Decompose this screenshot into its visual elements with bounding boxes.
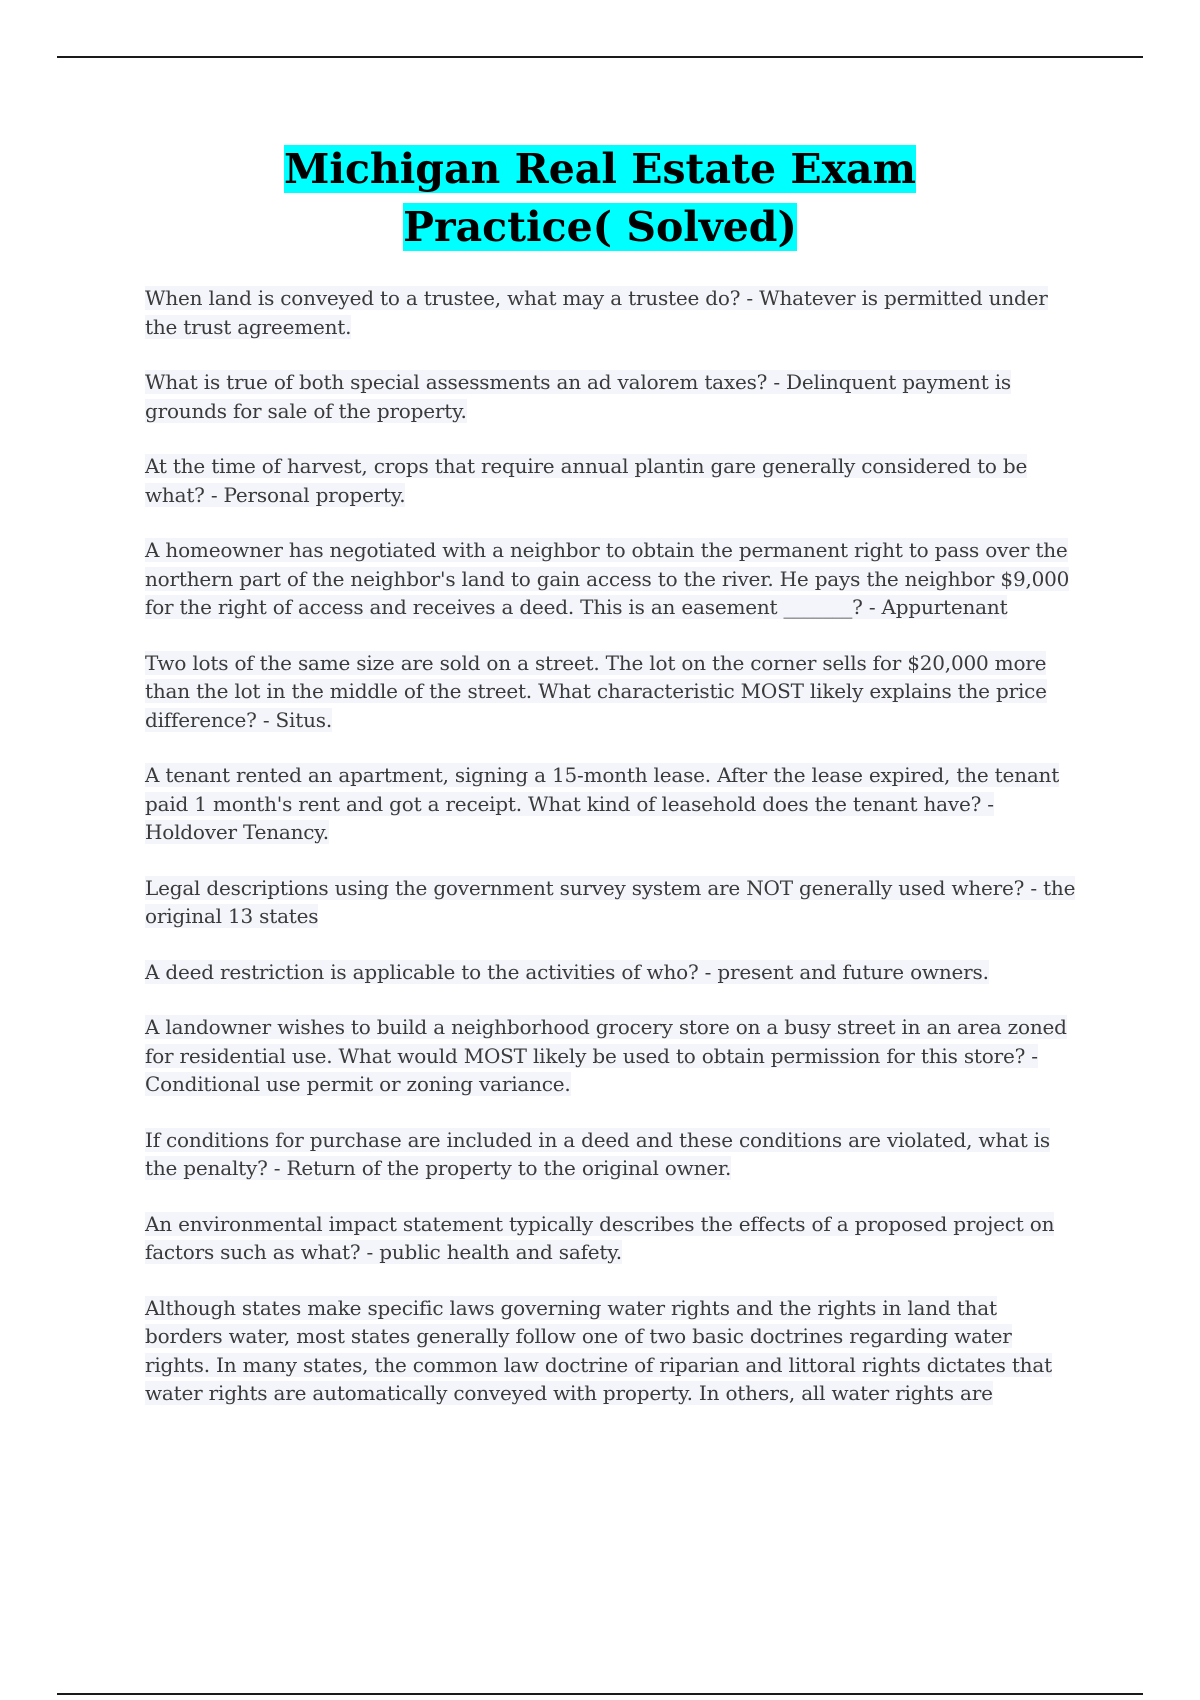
qa-item [145, 1294, 1080, 1408]
qa-item [145, 452, 1080, 509]
qa-text: A landowner wishes to build a neighborhood grocery store on a busy street in an area zoned for residential use. What would MOST likely be used to obtain permission for this store? - Conditional use permit or zoning variance. [145, 1015, 1067, 1096]
qa-text: A deed restriction is applicable to the activities of who? - present and future owners. [145, 959, 989, 984]
header-rule [57, 56, 1143, 58]
title-block [0, 140, 1200, 256]
document-title: Michigan Real Estate Exam Practice( Solved) [284, 145, 916, 251]
qa-text: A tenant rented an apartment, signing a 15-month lease. After the lease expired, the tenant paid 1 month's rent and got a receipt. What kind of leasehold does the tenant have? - Holdover Tenancy. [145, 763, 1060, 844]
qa-item [145, 1210, 1080, 1267]
qa-item [145, 536, 1080, 622]
footer-rule [57, 1693, 1143, 1695]
qa-item [145, 649, 1080, 735]
qa-text: At the time of harvest, crops that require annual plantin gare generally considered to be what? - Personal property. [145, 454, 1028, 507]
qa-item [145, 368, 1080, 425]
qa-text: Two lots of the same size are sold on a street. The lot on the corner sells for $20,000 more than the lot in the middle of the street. What characteristic MOST likely explains the price difference? - Situs. [145, 650, 1047, 732]
qa-text: Legal descriptions using the government survey system are NOT generally used where? - the original 13 states [145, 875, 1076, 928]
qa-item [145, 761, 1080, 847]
qa-text: Although states make specific laws governing water rights and the rights in land that borders water, most states generally follow one of two basic doctrines regarding water rights. In many states, the common law doctrine of riparian and littoral rights dictates that water rights are automatically conveyed with property. In others, all water rights are [145, 1295, 1052, 1405]
qa-text: An environmental impact statement typically describes the effects of a proposed project on factors such as what? - public health and safety. [145, 1211, 1055, 1264]
qa-item [145, 284, 1080, 341]
qa-text: A homeowner has negotiated with a neighbor to obtain the permanent right to pass over the northern part of the neighbor's land to gain access to the river. He pays the neighbor $9,000 for the right of access and receives a deed. This is an easement _______? - Appurtenant [145, 538, 1070, 619]
qa-text: What is true of both special assessments an ad valorem taxes? - Delinquent payment is grounds for sale of the property. [145, 370, 1011, 423]
qa-item [145, 874, 1080, 931]
qa-text: If conditions for purchase are included in a deed and these conditions are violated, what is the penalty? - Return of the property to the original owner. [145, 1127, 1050, 1180]
qa-item [145, 958, 1080, 987]
qa-item [145, 1126, 1080, 1183]
qa-text: When land is conveyed to a trustee, what may a trustee do? - Whatever is permitted under the trust agreement. [145, 286, 1048, 339]
qa-item [145, 1013, 1080, 1099]
question-answer-list [145, 284, 1080, 1435]
